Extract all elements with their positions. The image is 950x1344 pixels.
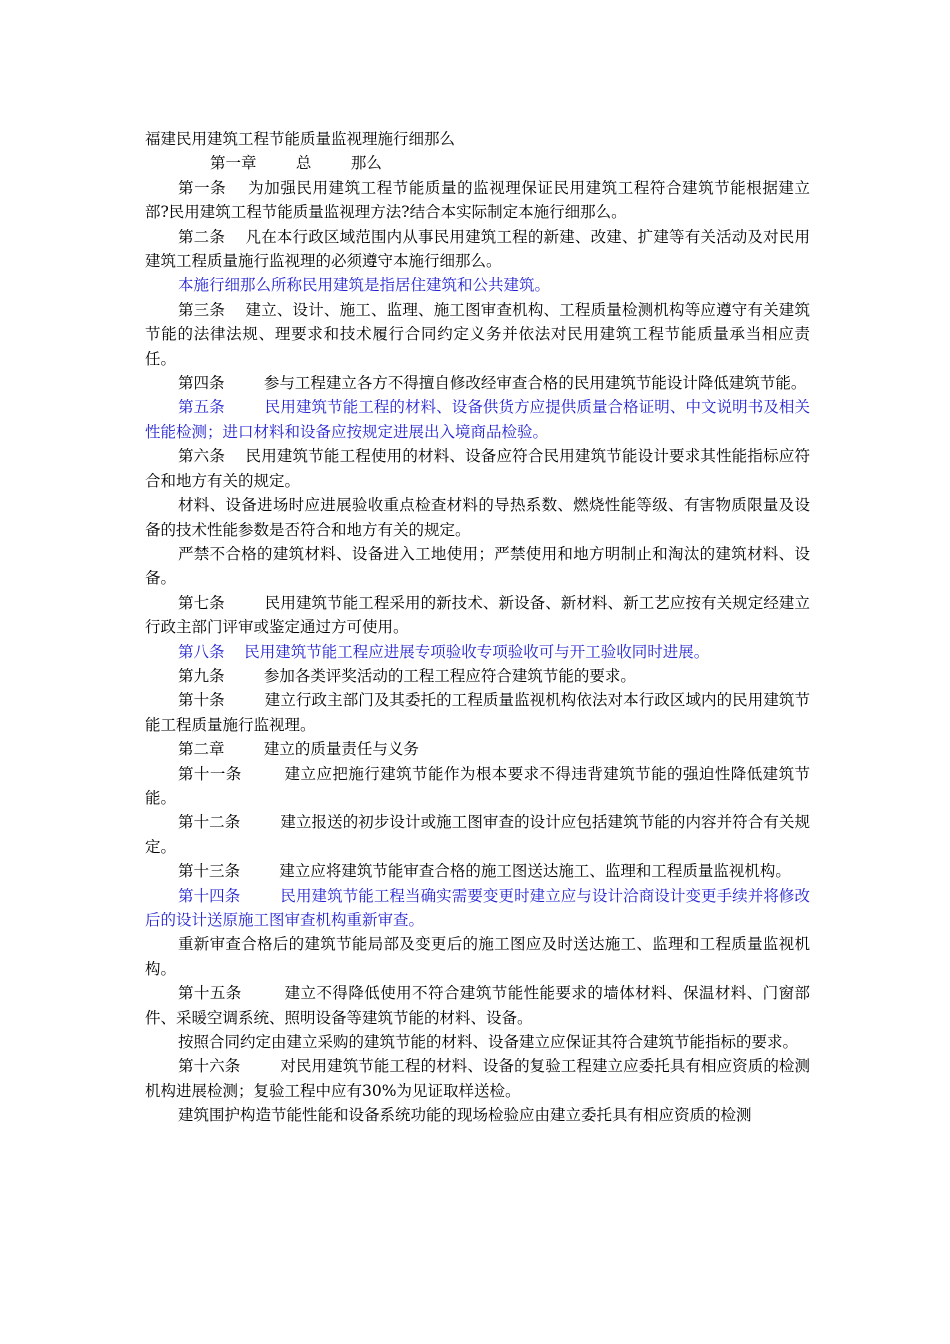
article-paragraph: 第十二条 建立报送的初步设计或施工图审查的设计应包括建筑节能的内容并符合有关规定。 [145,813,810,856]
article-paragraph: 第九条 参加各类评奖活动的工程工程应符合建筑节能的要求。 [178,666,636,685]
article-paragraph: 第一条 为加强民用建筑工程节能质量的监视理保证民用建筑工程符合建筑节能根据建立部?民用建筑工程节能质量监视理方法?结合本实际制定本施行细那么。 [145,178,810,222]
article-paragraph: 严禁不合格的建筑材料、设备进入工地使用；严禁使用和地方明制止和淘汰的建筑材料、设备。 [145,544,810,588]
article-paragraph: 第六条 民用建筑节能工程使用的材料、设备应符合民用建筑节能设计要求其性能指标应符合和地方有关的规定。 [145,447,810,490]
chapter-heading: 第一章 总 那么 [210,154,382,173]
article-paragraph: 第八条 民用建筑节能工程应进展专项验收专项验收可与开工验收同时进展。 [178,642,710,661]
article-paragraph: 第二章 建立的质量责任与义务 [178,740,419,759]
article-paragraph: 第七条 民用建筑节能工程采用的新技术、新设备、新材料、新工艺应按有关规定经建立行政主部门评审或鉴定通过方可使用。 [145,593,810,637]
article-paragraph: 按照合同约定由建立采购的建筑节能的材料、设备建立应保证其符合建筑节能指标的要求。 [178,1033,799,1052]
document-title: 福建民用建筑工程节能质量监视理施行细那么 [145,130,456,148]
article-paragraph: 建筑围护构造节能性能和设备系统功能的现场检验应由建立委托具有相应资质的检测 [178,1106,752,1125]
article-paragraph: 本施行细那么所称民用建筑是指居住建筑和公共建筑。 [178,276,551,295]
article-paragraph: 材料、设备进场时应进展验收重点检查材料的导热系数、燃烧性能等级、有害物质限量及设备的技术性能参数是否符合和地方有关的规定。 [145,496,810,539]
article-paragraph: 重新审查合格后的建筑节能局部及变更后的施工图应及时送达施工、监理和工程质量监视机构。 [145,935,810,978]
article-paragraph: 第十五条 建立不得降低使用不符合建筑节能性能要求的墙体材料、保温材料、门窗部件、采暖空调系统、照明设备等建筑节能的材料、设备。 [145,984,810,1027]
article-paragraph: 第三条 建立、设计、施工、监理、施工图审查机构、工程质量检测机构等应遵守有关建筑节能的法律法规、理要求和技术履行合同约定义务并依法对民用建筑工程节能质量承当相应责任。 [145,300,810,368]
article-paragraph: 第十四条 民用建筑节能工程当确实需要变更时建立应与设计洽商设计变更手续并将修改后的设计送原施工图审查机构重新审查。 [145,886,810,929]
article-paragraph: 第四条 参与工程建立各方不得擅自修改经审查合格的民用建筑节能设计降低建筑节能。 [178,374,807,393]
article-paragraph: 第十条 建立行政主部门及其委托的工程质量监视机构依法对本行政区域内的民用建筑节能工程质量施行监视理。 [145,691,810,734]
document-page [145,127,810,1128]
article-paragraph: 第十三条 建立应将建筑节能审查合格的施工图送达施工、监理和工程质量监视机构。 [178,862,791,881]
article-paragraph: 第十一条 建立应把施行建筑节能作为根本要求不得违背建筑节能的强迫性降低建筑节能。 [145,764,810,807]
article-paragraph: 第二条 凡在本行政区域范围内从事民用建筑工程的新建、改建、扩建等有关活动及对民用建筑工程质量施行监视理的必须遵守本施行细那么。 [145,227,810,271]
article-paragraph: 第十六条 对民用建筑节能工程的材料、设备的复验工程建立应委托具有相应资质的检测机构进展检测；复验工程中应有30%为见证取样送检。 [145,1057,810,1100]
article-paragraph: 第五条 民用建筑节能工程的材料、设备供货方应提供质量合格证明、中文说明书及相关性能检测；进口材料和设备应按规定进展出入境商品检验。 [145,398,810,441]
article-list [145,176,810,1128]
